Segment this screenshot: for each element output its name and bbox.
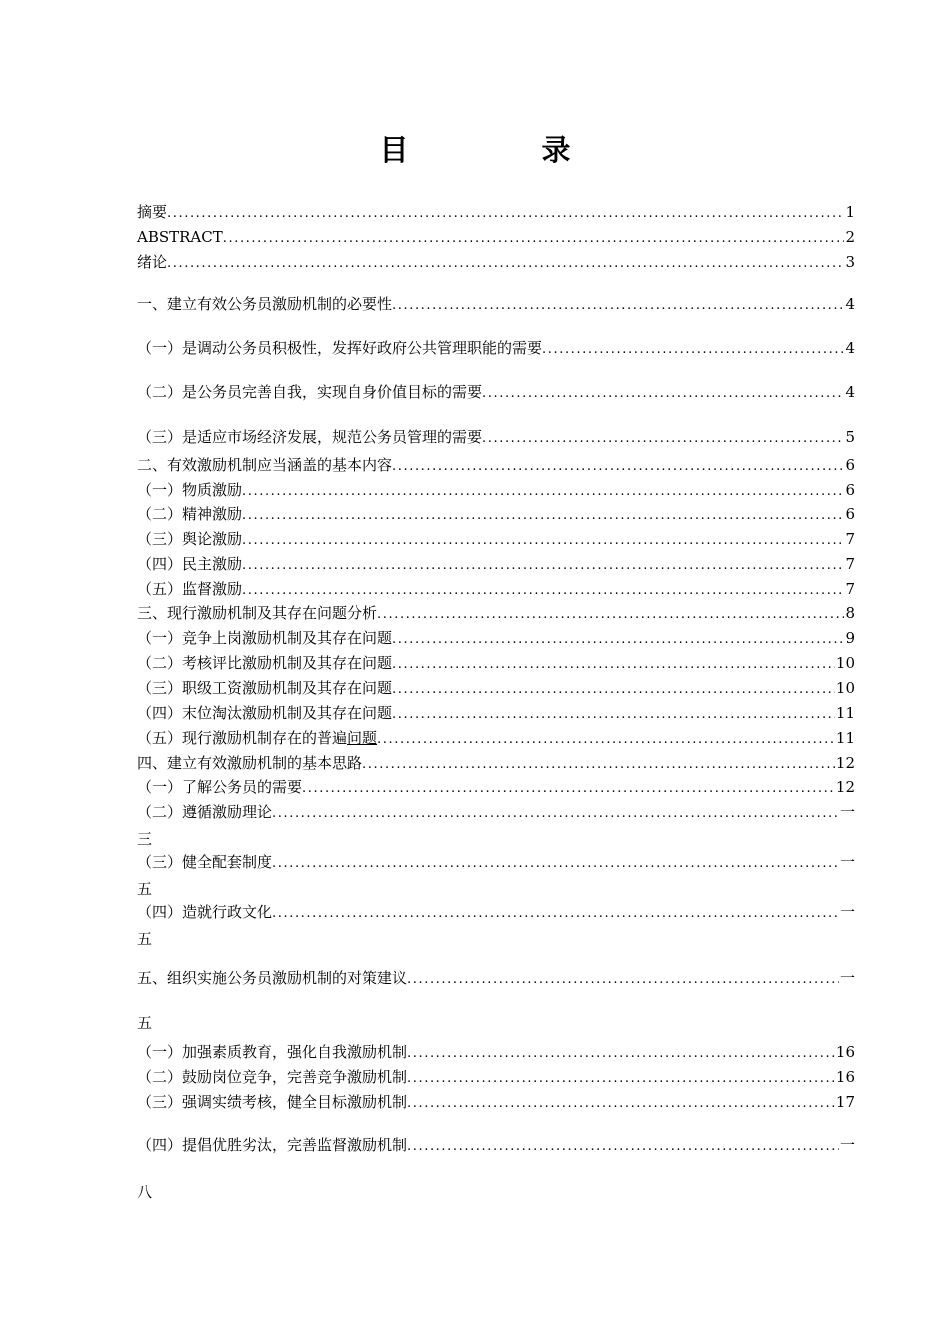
toc-entry-page: 一 xyxy=(839,803,855,821)
toc-entry-label: （三）强调实绩考核，健全目标激励机制 xyxy=(137,1093,408,1111)
toc-leader-dots xyxy=(377,728,835,753)
toc-leader-dots xyxy=(392,703,835,728)
toc-entry-label: （二）考核评比激励机制及其存在问题 xyxy=(137,654,393,672)
toc-entry-page: 2 xyxy=(845,228,855,246)
toc-entry[interactable] xyxy=(137,651,855,678)
toc-leader-dots xyxy=(407,968,839,993)
toc-leader-dots xyxy=(392,628,844,653)
toc-entry[interactable] xyxy=(137,425,855,452)
toc-entry-page: 1 xyxy=(845,203,855,221)
toc-entry-label: （一）是调动公务员积极性，发挥好政府公共管理职能的需要 xyxy=(137,339,543,357)
toc-entry-page: 7 xyxy=(845,555,855,573)
toc-entry[interactable] xyxy=(137,200,855,227)
toc-entry-page: 6 xyxy=(845,481,855,499)
toc-entry[interactable] xyxy=(137,1133,855,1204)
toc-entry-page: 12 xyxy=(835,778,855,796)
toc-leader-dots xyxy=(167,202,844,227)
toc-entry-page: 9 xyxy=(845,629,855,647)
toc-entry-label: （五）监督激励 xyxy=(137,580,243,598)
toc-entry-label: （四）民主激励 xyxy=(137,555,243,573)
toc-entry-page: 16 xyxy=(835,1068,855,1086)
toc-entry-page: 7 xyxy=(845,580,855,598)
toc-leader-dots xyxy=(482,382,844,407)
toc-entry[interactable] xyxy=(137,380,855,407)
toc-entry-label-underlined: 问题 xyxy=(347,729,378,747)
toc-entry-page: 8 xyxy=(845,604,855,622)
toc-entry-label: （二）精神激励 xyxy=(137,505,243,523)
toc-entry-page: 16 xyxy=(835,1043,855,1061)
toc-entry-page: 11 xyxy=(835,729,855,747)
toc-entry-page: 一 xyxy=(839,903,855,921)
toc-entry[interactable] xyxy=(137,502,855,529)
toc-entry-label: （二）鼓励岗位竞争，完善竞争激励机制 xyxy=(137,1068,408,1086)
toc-entry-label: 绪论 xyxy=(137,253,168,271)
toc-entry-label: （二）遵循激励理论 xyxy=(137,803,273,821)
toc-entry[interactable] xyxy=(137,1040,855,1067)
toc-entry[interactable] xyxy=(137,966,855,1035)
toc-leader-dots xyxy=(272,802,839,827)
toc-entry-page-continued: 五 xyxy=(137,879,153,898)
toc-entry-label: （一）竞争上岗激励机制及其存在问题 xyxy=(137,629,393,647)
toc-leader-dots xyxy=(407,1135,839,1160)
toc-entry-page: 4 xyxy=(845,383,855,401)
toc-entry-page: 12 xyxy=(835,754,855,772)
toc-entry-page: 一 xyxy=(839,969,855,987)
toc-entry-label: 一、建立有效公务员激励机制的必要性 xyxy=(137,295,393,313)
toc-entry[interactable] xyxy=(137,626,855,653)
toc-entry-label: 三、现行激励机制及其存在问题分析 xyxy=(137,604,378,622)
toc-entry[interactable] xyxy=(137,292,855,319)
toc-entry[interactable] xyxy=(137,701,855,728)
toc-entry-page: 7 xyxy=(845,530,855,548)
toc-entry-label: （三）健全配套制度 xyxy=(137,853,273,871)
toc-entry[interactable] xyxy=(137,225,855,252)
toc-entry[interactable] xyxy=(137,850,855,901)
toc-entry-page: 4 xyxy=(845,295,855,313)
toc-leader-dots xyxy=(542,338,844,363)
toc-entry-page: 一 xyxy=(839,853,855,871)
toc-entry-label: （一）了解公务员的需要 xyxy=(137,778,303,796)
toc-entry-label xyxy=(137,726,377,751)
toc-entry[interactable] xyxy=(137,552,855,579)
toc-entry-page: 17 xyxy=(835,1093,855,1111)
toc-entry-page: 6 xyxy=(845,505,855,523)
toc-entry-label: 摘要 xyxy=(137,203,168,221)
toc-entry-page: 11 xyxy=(835,704,855,722)
toc-entry-label: （二）是公务员完善自我，实现自身价值目标的需要 xyxy=(137,383,483,401)
toc-entry[interactable] xyxy=(137,1090,855,1117)
toc-leader-dots xyxy=(392,294,844,319)
toc-entry[interactable] xyxy=(137,478,855,505)
toc-entry[interactable] xyxy=(137,676,855,703)
toc-leader-dots xyxy=(482,427,844,452)
toc-title: 目 录 xyxy=(379,133,623,167)
toc-leader-dots xyxy=(377,603,844,628)
toc-entry[interactable] xyxy=(137,601,855,628)
toc-entry-label: （一）加强素质教育，强化自我激励机制 xyxy=(137,1043,408,1061)
toc-entry[interactable] xyxy=(137,900,855,951)
toc-entry-page: 4 xyxy=(845,339,855,357)
toc-entry[interactable] xyxy=(137,453,855,480)
toc-leader-dots xyxy=(223,227,845,252)
toc-entry[interactable] xyxy=(137,800,855,851)
toc-entry-label: （四）造就行政文化 xyxy=(137,903,273,921)
toc-entry[interactable] xyxy=(137,726,855,753)
toc-entry-label: （三）舆论激励 xyxy=(137,530,243,548)
toc-leader-dots xyxy=(392,653,835,678)
toc-entry[interactable] xyxy=(137,336,855,363)
toc-entry[interactable] xyxy=(137,577,855,604)
toc-leader-dots xyxy=(242,554,844,579)
toc-entry-page-continued: 五 xyxy=(137,1013,153,1032)
toc-leader-dots xyxy=(242,480,844,505)
toc-entry[interactable] xyxy=(137,751,855,778)
toc-entry-page: 10 xyxy=(835,654,855,672)
toc-leader-dots xyxy=(392,678,835,703)
toc-entry-label: 二、有效激励机制应当涵盖的基本内容 xyxy=(137,456,393,474)
toc-leader-dots xyxy=(407,1092,835,1117)
toc-leader-dots xyxy=(242,504,844,529)
toc-entry[interactable] xyxy=(137,1065,855,1092)
toc-entry[interactable] xyxy=(137,250,855,277)
toc-leader-dots xyxy=(407,1042,835,1067)
toc-entry-label: （三）职级工资激励机制及其存在问题 xyxy=(137,679,393,697)
toc-entry-label: （三）是适应市场经济发展，规范公务员管理的需要 xyxy=(137,428,483,446)
toc-entry-page: 5 xyxy=(845,428,855,446)
toc-entry-page-continued: 八 xyxy=(137,1182,153,1201)
toc-entry-page: 一 xyxy=(839,1136,855,1154)
toc-leader-dots xyxy=(272,902,839,927)
toc-entry-label: 五、组织实施公务员激励机制的对策建议 xyxy=(137,969,408,987)
toc-entry-label: 四、建立有效激励机制的基本思路 xyxy=(137,754,363,772)
toc-entry-page: 6 xyxy=(845,456,855,474)
toc-entry-label: （四）提倡优胜劣汰，完善监督激励机制 xyxy=(137,1136,408,1154)
toc-leader-dots xyxy=(362,753,835,778)
toc-entry[interactable] xyxy=(137,775,855,802)
toc-entry-page: 10 xyxy=(835,679,855,697)
toc-entry-page-continued: 三 xyxy=(137,829,153,848)
toc-leader-dots xyxy=(272,852,839,877)
toc-entry[interactable] xyxy=(137,527,855,554)
toc-entry-label-part: （五）现行激励机制存在的普遍 xyxy=(137,729,348,747)
toc-leader-dots xyxy=(407,1067,835,1092)
toc-entry-label: （四）末位淘汰激励机制及其存在问题 xyxy=(137,704,393,722)
toc-leader-dots xyxy=(242,529,844,554)
toc-leader-dots xyxy=(392,455,844,480)
toc-entry-label: ABSTRACT xyxy=(137,228,223,246)
toc-leader-dots xyxy=(167,252,844,277)
toc-entry-label: （一）物质激励 xyxy=(137,481,243,499)
toc-entry-page-continued: 五 xyxy=(137,929,153,948)
toc-leader-dots xyxy=(242,579,844,604)
toc-entry-page: 3 xyxy=(845,253,855,271)
toc-leader-dots xyxy=(302,777,835,802)
